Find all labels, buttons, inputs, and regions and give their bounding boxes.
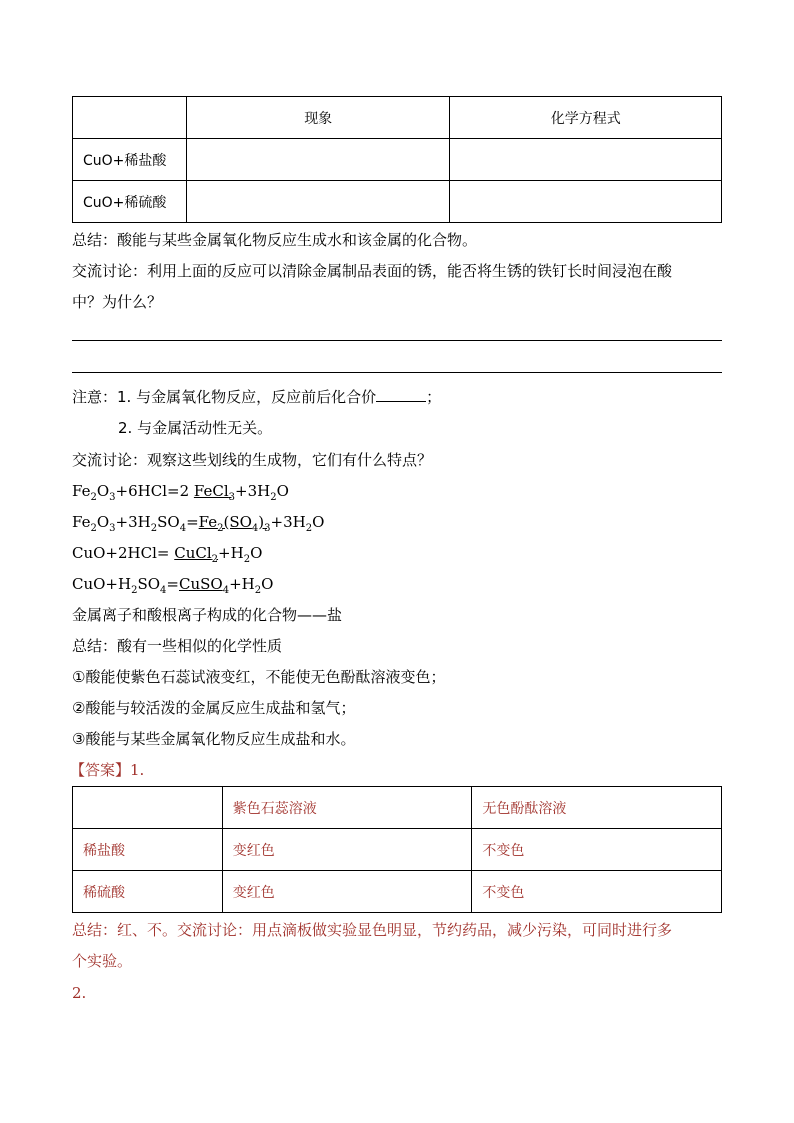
property-item: ②酸能与较活泼的金属反应生成盐和氢气； [72, 699, 356, 717]
discussion-prompt: 交流讨论：观察这些划线的生成物，它们有什么特点？ [72, 451, 433, 469]
table-header-phenomenon: 现象 [186, 97, 450, 139]
discussion-question-cont: 中？为什么？ [72, 293, 163, 311]
eq-text: O [276, 482, 289, 500]
table-row [73, 829, 722, 871]
eq-text: +6HCl=2 [115, 482, 194, 500]
underlined-product [198, 513, 271, 534]
eq-text: ) [258, 513, 265, 531]
eq-sub: 2 [243, 554, 251, 565]
eq-sub: 2 [305, 523, 313, 534]
table-row [73, 871, 722, 913]
answer-heading [70, 760, 144, 780]
eq-sub: 2 [90, 492, 97, 503]
eq-sub: 2 [211, 554, 219, 565]
answer-table [72, 786, 722, 913]
answer-number-2: 2. [72, 984, 87, 1002]
eq-text: CuSO [179, 575, 223, 593]
eq-text: CuO+H [72, 575, 132, 593]
eq-sub: 3 [109, 523, 116, 534]
table-cell: 变红色 [222, 829, 472, 871]
property-item: ③酸能与某些金属氧化物反应生成盐和水。 [72, 730, 356, 748]
table-row [73, 139, 722, 181]
table-cell [450, 139, 722, 181]
eq-sub: 2 [270, 492, 277, 503]
table-header-litmus: 紫色石蕊溶液 [222, 787, 472, 829]
table-row-label: 稀盐酸 [73, 829, 223, 871]
eq-sub: 3 [228, 492, 236, 503]
eq-text: SO [157, 513, 180, 531]
note-punct: ； [426, 388, 442, 406]
table-cell: 不变色 [472, 871, 722, 913]
table-row-label: CuO+稀盐酸 [73, 139, 187, 181]
table-cell: 变红色 [222, 871, 472, 913]
note-line-2: 2. 与金属活动性无关。 [118, 419, 273, 437]
discussion-question: 交流讨论：利用上面的反应可以清除金属制品表面的锈，能否将生锈的铁钉长时间浸泡在酸 [72, 262, 673, 280]
answer-number: 1. [130, 761, 145, 779]
table-cell: 不变色 [472, 829, 722, 871]
eq-sub: 2 [90, 523, 97, 534]
eq-text: Fe [72, 482, 91, 500]
table-row-label: 稀硫酸 [73, 871, 223, 913]
note-line [72, 387, 441, 407]
property-item: ①酸能使紫色石蕊试液变红，不能使无色酚酞溶液变色； [72, 668, 446, 686]
summary-text: 总结：酸能与某些金属氧化物反应生成水和该金属的化合物。 [72, 231, 478, 249]
eq-sub: 2 [131, 585, 138, 596]
eq-text: Fe [198, 513, 218, 531]
table-row [73, 181, 722, 223]
equation-2 [72, 512, 324, 539]
eq-text: Fe [72, 513, 91, 531]
eq-text: = [166, 575, 179, 593]
eq-text: CuO+2HCl= [72, 544, 175, 562]
answer-line [72, 340, 722, 341]
eq-text: O [96, 513, 110, 531]
equation-1 [72, 481, 289, 508]
eq-text: O [96, 482, 110, 500]
eq-text: +3H [235, 482, 271, 500]
eq-text: +H [229, 575, 255, 593]
table-cell [73, 787, 223, 829]
eq-sub: 3 [264, 523, 271, 534]
eq-sub: 4 [222, 585, 230, 596]
eq-text: (SO [223, 513, 252, 531]
eq-text: O [261, 575, 274, 593]
answer-summary-cont: 个实验。 [72, 952, 133, 970]
eq-sub: 3 [109, 492, 116, 503]
fill-blank [376, 387, 426, 402]
eq-text: FeCl [193, 482, 229, 500]
eq-sub: 2 [254, 585, 262, 596]
eq-text: = [186, 513, 199, 531]
table-header-phenolphthalein: 无色酚酞溶液 [472, 787, 722, 829]
equation-4 [72, 574, 273, 601]
eq-sub: 4 [251, 523, 259, 534]
eq-sub: 2 [217, 523, 224, 534]
eq-text: SO [137, 575, 161, 593]
equation-3 [72, 543, 262, 570]
salt-definition: 金属离子和酸根离子构成的化合物——盐 [72, 606, 343, 624]
underlined-product [174, 544, 219, 565]
table-row-label: CuO+稀硫酸 [73, 181, 187, 223]
note-text: 注意：1. 与金属氧化物反应，反应前后化合价 [72, 388, 377, 406]
eq-text: +3H [115, 513, 151, 531]
table-header-equation: 化学方程式 [450, 97, 722, 139]
eq-text: CuCl [174, 544, 212, 562]
table-header-row [73, 97, 722, 139]
eq-sub: 4 [160, 585, 167, 596]
underlined-product [179, 575, 230, 596]
answer-label: 【答案】 [70, 761, 131, 779]
table-header-row [73, 787, 722, 829]
table-cell [186, 139, 450, 181]
answer-summary: 总结：红、不。交流讨论：用点滴板做实验显色明显，节约药品，减少污染，可同时进行多 [72, 921, 673, 939]
reaction-table [72, 96, 722, 223]
eq-sub: 4 [179, 523, 187, 534]
eq-text: +3H [270, 513, 306, 531]
eq-sub: 2 [150, 523, 158, 534]
eq-text: O [250, 544, 263, 562]
table-cell [186, 181, 450, 223]
eq-text: +H [218, 544, 244, 562]
underlined-product [193, 482, 236, 503]
table-cell [450, 181, 722, 223]
eq-text: O [312, 513, 325, 531]
table-cell [73, 97, 187, 139]
summary-heading: 总结：酸有一些相似的化学性质 [72, 637, 283, 655]
answer-line [72, 372, 722, 373]
